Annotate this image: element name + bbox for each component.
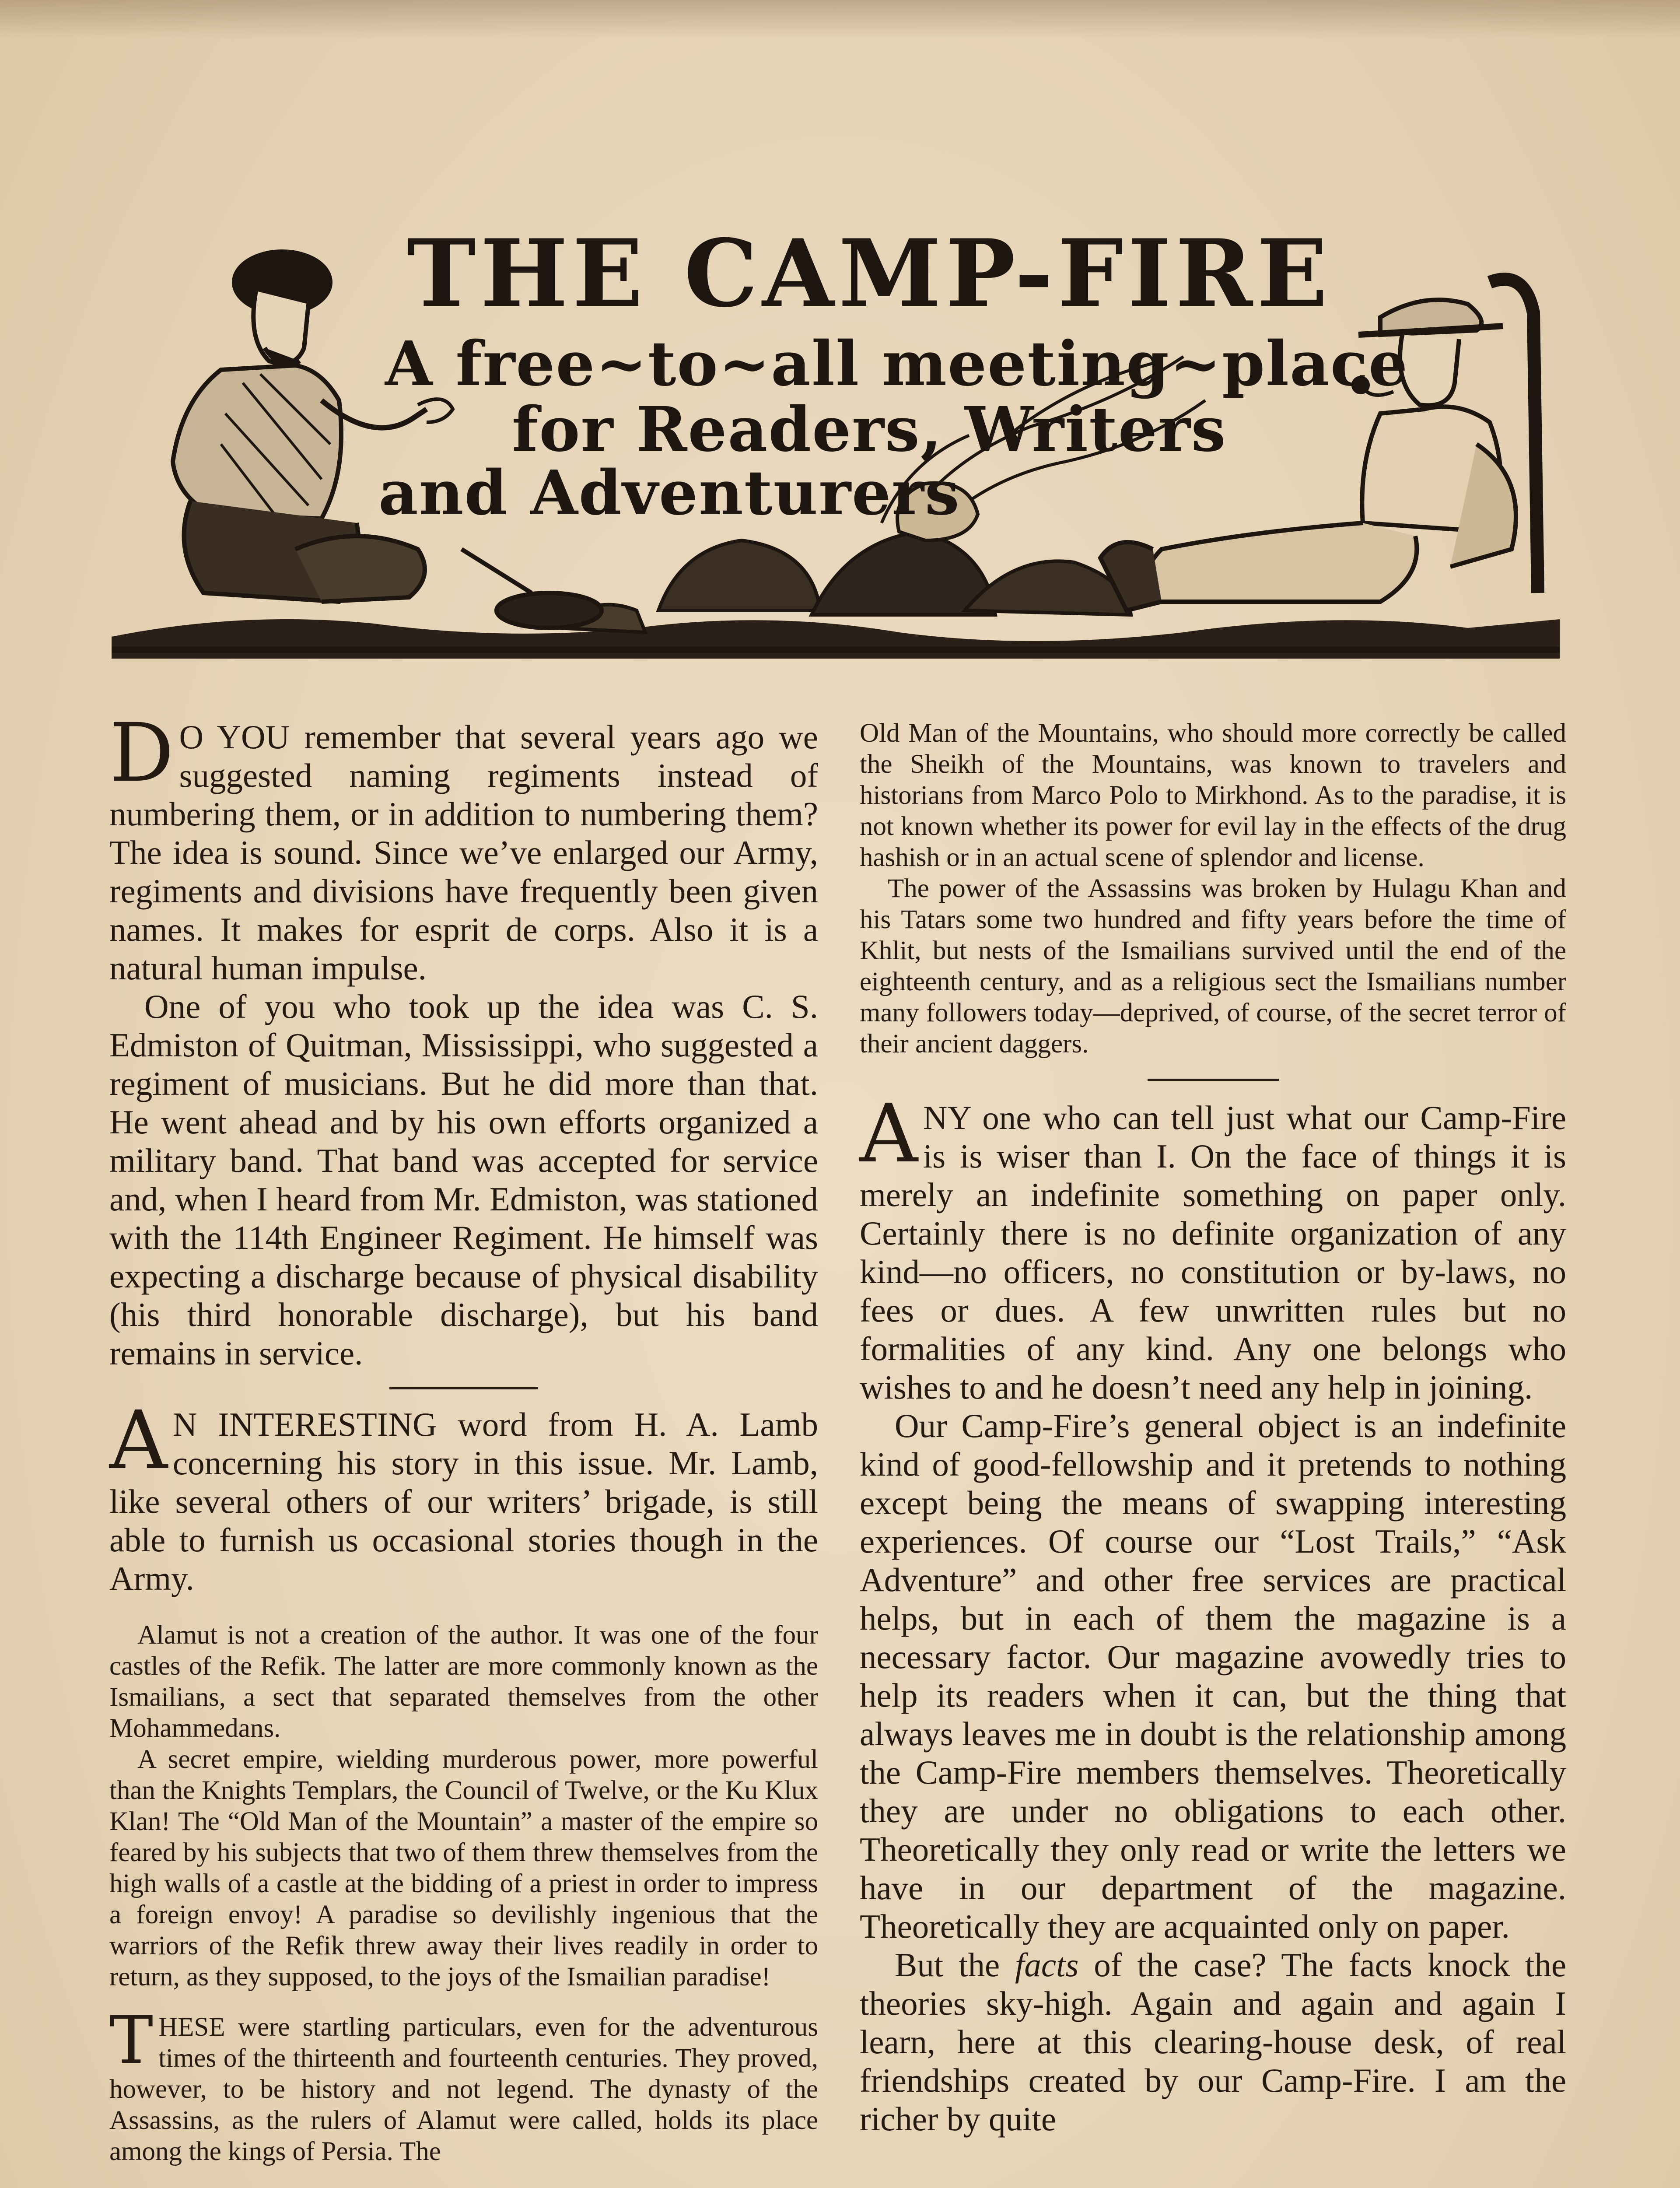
paragraph-facts: But the facts of the case? The facts knock the theories sky-high. Again and again and again I learn, here at this clearing-house desk, of real friendships created by our Camp-Fire. I am the richer by quite [860, 1946, 1566, 2138]
drop-cap: T [109, 2002, 154, 2079]
page-edge-shadow [0, 0, 1680, 39]
right-column [860, 718, 1566, 2138]
paragraph-general-object: Our Camp-Fire’s general object is an indefinite kind of good-fellowship and it pretends to nothing except being the means of swapping interesting experiences. Of course our “Lost Trails,” “Ask Adventure” and other free services are practical helps, but in each of them the magazine is a necessary factor. Our magazine avowedly tries to help its readers when it can, but the thing that always leaves me in doubt is the relationship among the Camp-Fire members themselves. Theoretically they are under no obligations to each other. Theoretically they only read or write the letters we have in our department of the magazine. Theoretically they are acquainted only on paper. [860, 1407, 1566, 1945]
frying-pan-icon [462, 549, 602, 628]
header-subtitle-line-2: for Readers, Writers [512, 394, 1227, 466]
campfire-rocks [558, 532, 1131, 632]
drop-cap: A [109, 1394, 168, 1487]
header-subtitle-line-1: A free~to~all meeting~place [385, 328, 1409, 400]
quote-secret-empire: A secret empire, wielding murderous power, more powerful than the Knights Templars, the Council of Twelve, or the Ku Klux Klan! The “Old Man of the Mountain” a master of the empire so feared by his subjects that two of them threw themselves from the high walls of a castle at the bidding of a priest in order to impress a foreign envoy! A paradise so devilishly ingenious that the warriors of the Refik threw away their lives readily in order to return, as they supposed, to the joys of the Ismailian paradise! [109, 1745, 818, 1992]
drop-cap: A [860, 1087, 918, 1181]
left-column [109, 706, 818, 2167]
quote-startling-particulars: THESE were startling particulars, even for the adventurous times of the thirteenth and fourteenth centuries. They proved, however, to be history and not legend. The dynasty of the Assassins, as the rulers of Alamut were called, holds its place among the kings of Persia. The [109, 2002, 818, 2166]
quote-assassins-broken: The power of the Assassins was broken by Hulagu Khan and his Tatars some two hundred and fifty years before the time of Khlit, but nests of the Ismailians survived until the end of the eighteenth century, and as a religious sect the Ismailians number many followers today—deprived, of course, of the secret terror of their ancient daggers. [860, 874, 1566, 1059]
drop-cap: D [109, 706, 174, 800]
quote-alamut: Alamut is not a creation of the author. It was one of the four castles of the Refik. The latter are more commonly known as the Ismailians, a sect that separated themselves from the other Mohammedans. [109, 1620, 818, 1743]
section-divider [1148, 1079, 1279, 1081]
section-divider [389, 1387, 538, 1389]
paragraph-camp-fire-definition: ANY one who can tell just what our Camp-Fire is is wiser than I. On the face of things it is merely an indefinite something on paper only. Certainly there is no definite organization of any kind—no officers, no constitution or by-laws, no fees or dues. A few unwritten rules but no formalities of any kind. Any one belongs who wishes to and he doesn’t need any help in joining. [860, 1087, 1566, 1406]
paragraph-edmiston-band: One of you who took up the idea was C. S. Edmiston of Quitman, Mississippi, who suggested a regiment of musicians. But he did more than that. He went ahead and by his own efforts organized a military band. That band was accepted for service and, when I heard from Mr. Edmiston, was stationed with the 114th Engineer Regiment. He himself was expecting a discharge because of physical disability (his third honorable discharge), but his band remains in service. [109, 988, 818, 1372]
paragraph-regiment-names: D O YOU remember that several years ago we suggested naming regiments instead of numbering them, or in addition to numbering them? The idea is sound. Since we’ve enlarged our Army, regiments and divisions have frequently been given names. It makes for esprit de corps. Also it is a natural human impulse. [109, 706, 818, 987]
section-title: THE CAMP-FIRE [407, 219, 1332, 328]
paragraph-lamb-intro: A N INTERESTING word from H. A. Lamb concerning his story in this issue. Mr. Lamb, like several others of our writers’ brigade, is still able to furnish us occasional stories though in the Army. [109, 1394, 818, 1597]
header-subtitle-line-3: and Adventurers [378, 457, 960, 529]
quote-old-man-mountains: Old Man of the Mountains, who should more correctly be called the Sheikh of the Mountains, was known to travelers and historians from Marco Polo to Mirkhond. As to the paradise, it is not known whether its power for evil lay in the effects of the drug hashish or in an actual scene of splendor and license. [860, 719, 1566, 872]
